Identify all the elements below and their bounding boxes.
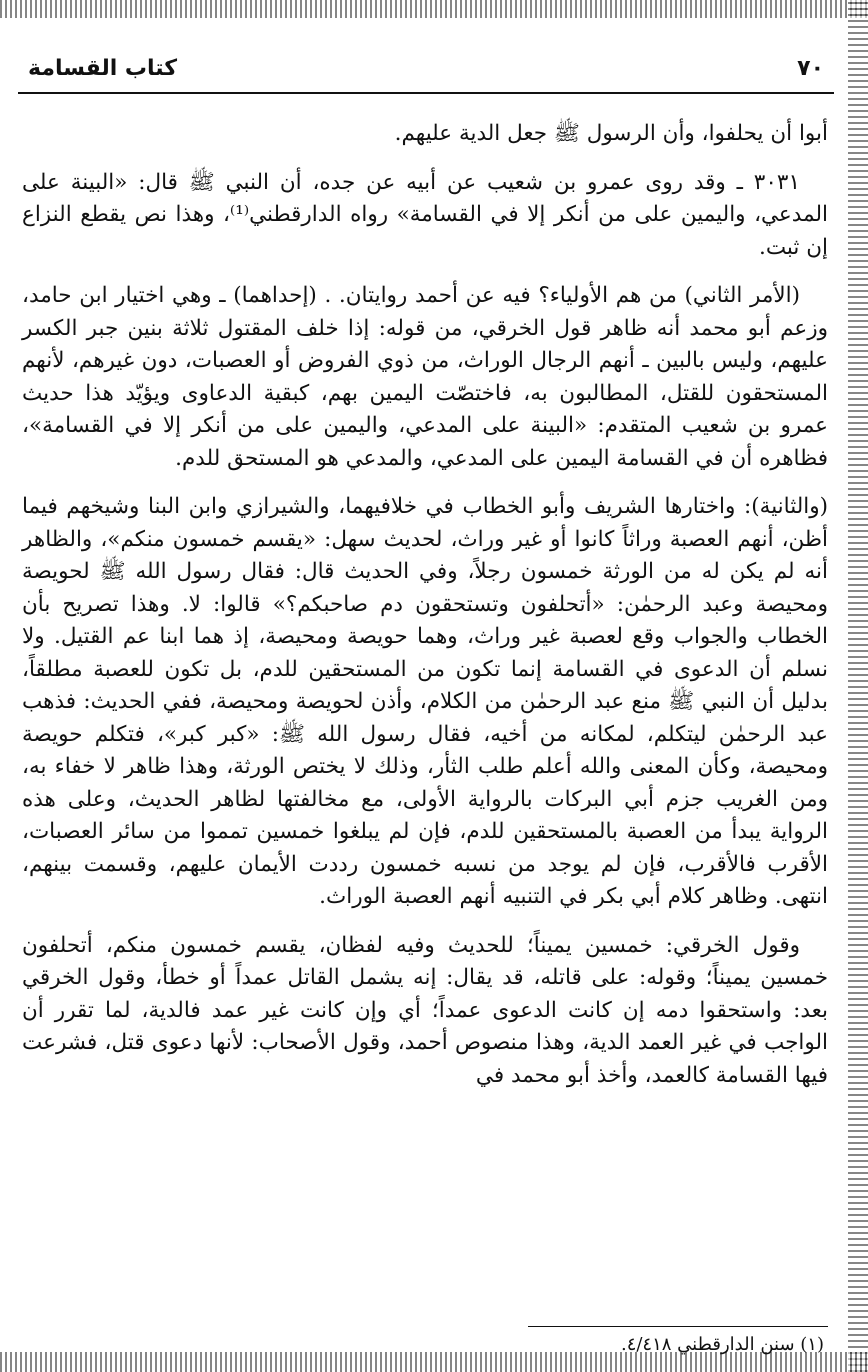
decorative-border-right (848, 0, 868, 1372)
paragraph: ٣٠٣١ ـ وقد روى عمرو بن شعيب عن أبيه عن جده، أن النبي ﷺ قال: «البينة على المدعي، واليمين على من أنكر إلا في القسامة» رواه الدارقطني⁽¹⁾، وهذا نص يقطع النزاع إن ثبت. (22, 169, 828, 260)
page-header (18, 50, 834, 94)
paragraph: وقول الخرقي: خمسين يميناً؛ للحديث وفيه لفظان، يقسم خمسون منكم، أتحلفون خمسين يميناً؛ وقوله: على قاتله، قد يقال: إنه يشمل القاتل عمداً أو خطأ، وقول الخرقي بعد: واستحقوا دمه إن كانت الدعوى عمداً؛ أي وإن كانت غير عمد فالدية، لما تقرر أن الواجب في غير العمد الدية، وهذا منصوص أحمد، وقول الأصحاب: لأنها دعوى قتل، فشرعت فيها القسامة كالعمد، وأخذ أبو محمد في (22, 932, 828, 1088)
page-body (22, 118, 828, 1108)
footnote-separator (528, 1326, 828, 1327)
footnote: (١) سنن الدارقطني ٤/٤١٨. (620, 1334, 824, 1355)
decorative-border-top (0, 0, 868, 18)
paragraph: (الأمر الثاني) من هم الأولياء؟ فيه عن أحمد روايتان. . (إحداهما) ـ وهي اختيار ابن حامد، وزعم أبو محمد أنه ظاهر قول الخرقي، من قوله: إذا خلف المقتول ثلاثة بنين جبر الكسر عليهم، وليس بالبين ـ أنهم الرجال الوراث، من ذوي الفروض أو العصبات، دون غيرهم، لأنهم المستحقون للقتل، المطالبون به، فاختصّت اليمين بهم، كبقية الدعاوى ويؤيّد هذا حديث عمرو بن شعيب المتقدم: «البينة على المدعي، واليمين على من أنكر إلا في القسامة»، فظاهره أن في القسامة اليمين على المدعي، والمدعي هو المستحق للدم. (22, 283, 828, 471)
page-number: ٧٠ (797, 56, 824, 81)
paragraph: (والثانية): واختارها الشريف وأبو الخطاب في خلافيهما، والشيرازي وابن البنا وشيخهم فيما أظن، أنهم العصبة وراثاً كانوا أو غير وراث، لحديث سهل: «يقسم خمسون منكم»، والظاهر أنه لم يكن له من الورثة خمسون رجلاً، وفي الحديث قال: فقال رسول الله ﷺ لحويصة ومحيصة وعبد الرحمٰن: «أتحلفون وتستحقون دم صاحبكم؟» قالوا: لا. وهذا تصريح بأن الخطاب والجواب وقع لعصبة غير وراث، وهما حويصة ومحيصة، إذ هما ابنا عم القتيل. ولا نسلم أن الدعوى في القسامة إنما تكون من المستحقين للدم، بل تكون للعصبة مطلقاً، بدليل أن النبي ﷺ منع عبد الرحمٰن من الكلام، وأذن لحويصة ومحيصة، ففي الحديث: فذهب عبد الرحمٰن ليتكلم، لمكانه من أخيه، فقال رسول الله ﷺ: «كبر كبر»، فتكلم حويصة ومحيصة، وكأن المعنى والله أعلم طلب الثأر، وذلك لا يختص الورثة، وهذا ظاهر لا خفاء به، ومن الغريب جزم أبي البركات بالرواية الأولى، مع مخالفتها لظاهر الحديث، وعلى هذه الرواية يبدأ من العصبة بالمستحقين للدم، فإن لم يبلغوا خمسين تمموا من سائر العصبات، الأقرب فالأقرب، فإن لم يوجد من نسبه خمسون رددت الأيمان عليهم، وقسمت بينهم، انتهى. وظاهر كلام أبي بكر في التنبيه أنهم العصبة الوراث. (22, 494, 828, 909)
paragraph: أبوا أن يحلفوا، وأن الرسول ﷺ جعل الدية عليهم. (394, 121, 828, 146)
book-title: كتاب القسامة (28, 56, 178, 81)
